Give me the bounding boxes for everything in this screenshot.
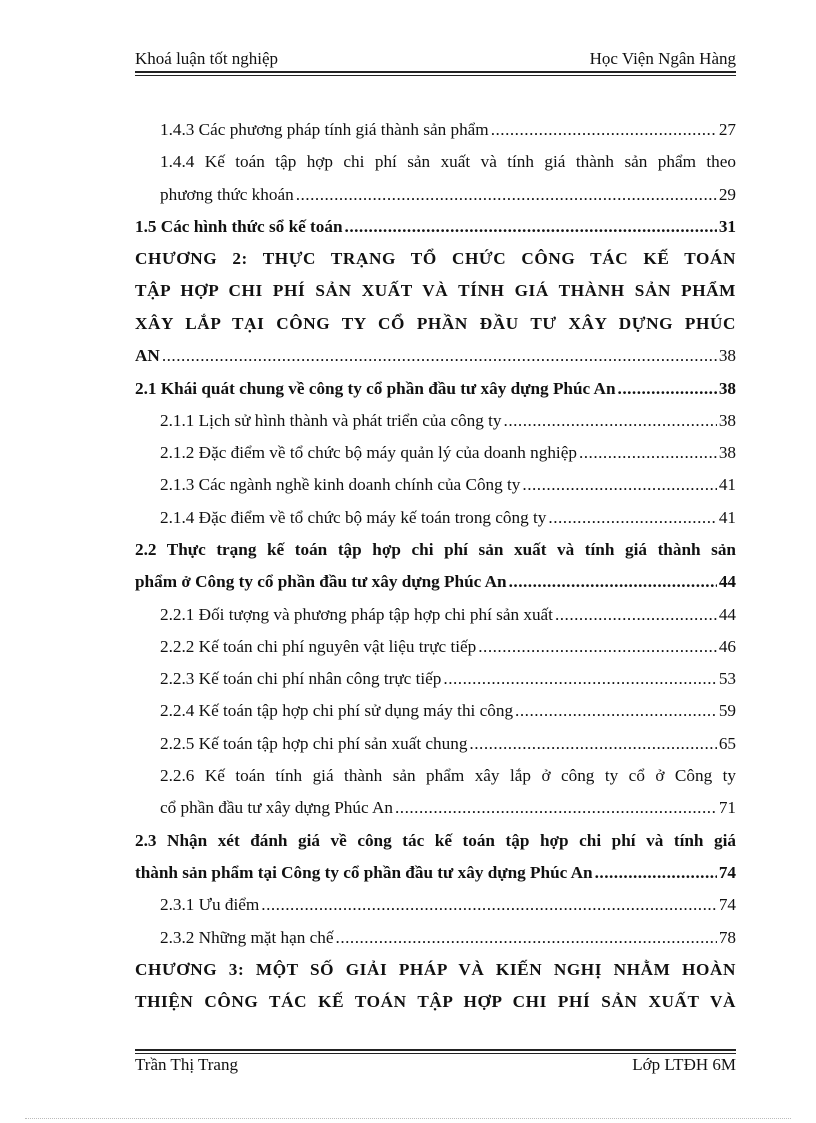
toc-page-number: 41 — [718, 507, 736, 527]
header-right-institution: Học Viện Ngân Hàng — [589, 49, 736, 68]
toc-entry-text: 2.2.5 Kế toán tập hợp chi phí sản xuất chung — [160, 733, 468, 753]
toc-section-entry[interactable] — [135, 566, 736, 598]
toc-entry-text: phẩm ở Công ty cổ phần đầu tư xây dựng Phúc An — [135, 572, 507, 592]
toc-entry-text: THIỆN CÔNG TÁC KẾ TOÁN TẬP HỢP CHI PHÍ SẢN XUẤT VÀ — [135, 992, 736, 1012]
toc-page-number: 53 — [718, 669, 736, 689]
toc-leader-dots — [548, 508, 716, 528]
footer-class: Lớp LTĐH 6M — [632, 1055, 736, 1074]
toc-entry-text: TẬP HỢP CHI PHÍ SẢN XUẤT VÀ TÍNH GIÁ THÀNH SẢN PHẨM — [135, 281, 736, 301]
toc-leader-dots — [469, 734, 716, 754]
toc-section-entry[interactable] — [135, 372, 736, 404]
toc-page-number: 29 — [718, 184, 736, 204]
toc-entry[interactable] — [135, 146, 736, 178]
page-header — [135, 47, 736, 69]
toc-entry-text: 2.1.3 Các ngành nghề kinh doanh chính của Công ty — [160, 475, 521, 495]
toc-leader-dots — [395, 798, 717, 818]
toc-entry-text: 2.1 Khái quát chung về công ty cổ phần đầu tư xây dựng Phúc An — [135, 378, 616, 398]
toc-leader-dots — [296, 185, 717, 205]
toc-entry[interactable] — [135, 598, 736, 630]
toc-leader-dots — [345, 217, 717, 237]
toc-entry-text: 2.3.1 Ưu điểm — [160, 895, 260, 915]
toc-page-number: 27 — [718, 120, 736, 140]
header-left-title: Khoá luận tốt nghiệp — [135, 49, 279, 68]
toc-chapter-heading[interactable] — [135, 340, 736, 372]
toc-page-number: 78 — [718, 927, 736, 947]
toc-section-entry[interactable] — [135, 857, 736, 889]
toc-chapter-heading[interactable] — [135, 954, 736, 986]
table-of-contents — [135, 114, 736, 1018]
toc-section-entry[interactable] — [135, 211, 736, 243]
toc-entry[interactable] — [135, 179, 736, 211]
toc-entry-text: CHƯƠNG 2: THỰC TRẠNG TỔ CHỨC CÔNG TÁC KẾ TOÁN — [135, 249, 736, 269]
toc-entry[interactable] — [135, 889, 736, 921]
toc-entry-text: thành sản phẩm tại Công ty cổ phần đầu tư xây dựng Phúc An — [135, 862, 593, 882]
toc-leader-dots — [555, 605, 717, 625]
toc-leader-dots — [509, 572, 717, 592]
toc-entry-text: 2.2 Thực trạng kế toán tập hợp chi phí sản xuất và tính giá thành sản — [135, 539, 736, 559]
toc-chapter-heading[interactable] — [135, 275, 736, 307]
toc-page-number: 46 — [718, 636, 736, 656]
toc-leader-dots — [478, 637, 717, 657]
toc-leader-dots — [579, 443, 717, 463]
toc-entry[interactable] — [135, 405, 736, 437]
header-rule-thin — [135, 75, 736, 76]
toc-entry[interactable] — [135, 469, 736, 501]
toc-chapter-heading[interactable] — [135, 243, 736, 275]
toc-leader-dots — [162, 346, 717, 366]
toc-entry-text: AN — [135, 346, 160, 366]
toc-page-number: 41 — [718, 475, 736, 495]
toc-leader-dots — [336, 928, 717, 948]
toc-chapter-heading[interactable] — [135, 308, 736, 340]
toc-entry[interactable] — [135, 695, 736, 727]
toc-leader-dots — [504, 411, 717, 431]
toc-page-number: 71 — [718, 798, 736, 818]
toc-leader-dots — [522, 475, 716, 495]
toc-page-number: 74 — [718, 862, 736, 882]
toc-entry[interactable] — [135, 728, 736, 760]
toc-page-number: 38 — [718, 410, 736, 430]
toc-entry[interactable] — [135, 631, 736, 663]
toc-leader-dots — [595, 863, 717, 883]
toc-entry-text: 2.2.1 Đối tượng và phương pháp tập hợp chi phí sản xuất — [160, 604, 553, 624]
toc-entry-text: phương thức khoán — [160, 184, 294, 204]
toc-entry-text: 2.2.6 Kế toán tính giá thành sản phẩm xây lắp ở công ty cổ ở Công ty — [160, 765, 736, 785]
toc-page-number: 38 — [718, 378, 736, 398]
toc-entry-text: 2.2.2 Kế toán chi phí nguyên vật liệu trực tiếp — [160, 636, 477, 656]
toc-entry-text: 2.1.4 Đặc điểm về tổ chức bộ máy kế toán trong công ty — [160, 507, 547, 527]
toc-entry[interactable] — [135, 921, 736, 953]
toc-page-number: 44 — [718, 604, 736, 624]
toc-entry-text: 2.3.2 Những mặt hạn chế — [160, 927, 334, 947]
footer-rule — [135, 1049, 736, 1051]
toc-entry-text: 1.4.3 Các phương pháp tính giá thành sản phẩm — [160, 120, 489, 140]
toc-entry[interactable] — [135, 502, 736, 534]
toc-entry[interactable] — [135, 760, 736, 792]
toc-page-number: 65 — [718, 733, 736, 753]
toc-page-number: 38 — [718, 346, 736, 366]
toc-entry[interactable] — [135, 437, 736, 469]
footer-author: Trần Thị Trang — [135, 1055, 238, 1074]
toc-leader-dots — [618, 379, 717, 399]
toc-entry[interactable] — [135, 114, 736, 146]
toc-leader-dots — [443, 669, 716, 689]
toc-entry-text: 2.3 Nhận xét đánh giá về công tác kế toán tập hợp chi phí và tính giá — [135, 830, 736, 850]
toc-section-entry[interactable] — [135, 825, 736, 857]
toc-page-number: 59 — [718, 701, 736, 721]
toc-section-entry[interactable] — [135, 534, 736, 566]
toc-entry-text: 1.4.4 Kế toán tập hợp chi phí sản xuất và tính giá thành sản phẩm theo — [160, 152, 736, 172]
toc-chapter-heading[interactable] — [135, 986, 736, 1018]
toc-entry-text: 2.2.4 Kế toán tập hợp chi phí sử dụng máy thi công — [160, 701, 514, 721]
toc-entry-text: 2.1.1 Lịch sử hình thành và phát triển của công ty — [160, 410, 502, 430]
toc-page-number: 74 — [718, 895, 736, 915]
toc-leader-dots — [491, 120, 717, 140]
header-rule — [135, 71, 736, 73]
toc-entry-text: 2.1.2 Đặc điểm về tổ chức bộ máy quản lý của doanh nghiệp — [160, 443, 577, 463]
toc-entry-text: CHƯƠNG 3: MỘT SỐ GIẢI PHÁP VÀ KIẾN NGHỊ NHẰM HOÀN — [135, 959, 736, 979]
toc-leader-dots — [515, 701, 717, 721]
page-edge-divider — [25, 1118, 791, 1119]
toc-entry-text: 2.2.3 Kế toán chi phí nhân công trực tiếp — [160, 669, 442, 689]
toc-page-number: 31 — [718, 217, 736, 237]
toc-entry[interactable] — [135, 792, 736, 824]
page-footer — [135, 1054, 736, 1076]
toc-entry-text: 1.5 Các hình thức sổ kế toán — [135, 217, 343, 237]
toc-entry-text: XÂY LẮP TẠI CÔNG TY CỔ PHẦN ĐẦU TƯ XÂY DỰNG PHÚC — [135, 313, 736, 333]
toc-entry-text: cổ phần đầu tư xây dựng Phúc An — [160, 798, 393, 818]
toc-entry[interactable] — [135, 663, 736, 695]
toc-leader-dots — [261, 895, 717, 915]
toc-page-number: 44 — [718, 572, 736, 592]
toc-page-number: 38 — [718, 443, 736, 463]
